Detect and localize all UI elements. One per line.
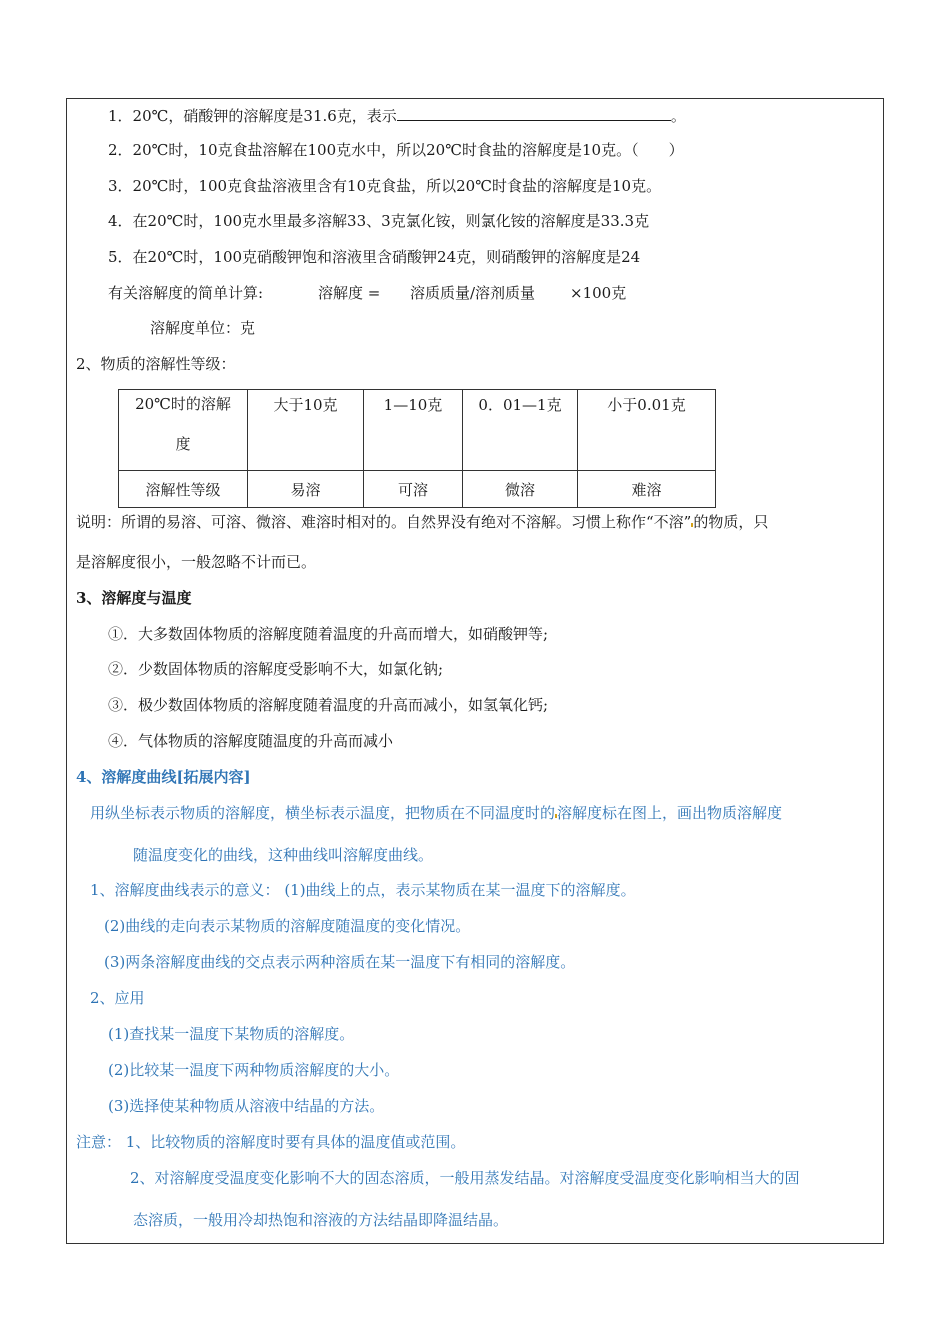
curve-intro-line-2: 随温度变化的曲线，这种曲线叫溶解度曲线。: [133, 846, 434, 864]
meaning-line: 1、溶解度曲线表示的意义： (1)曲线上的点，表示某物质在某一温度下的溶解度。: [90, 881, 636, 899]
temperature-point: ③．极少数固体物质的溶解度随着温度的升高而减小，如氢氧化钙;: [108, 696, 549, 714]
answer-blank: [397, 105, 671, 121]
section-4-title: 4、溶解度曲线[拓展内容]: [76, 768, 251, 786]
intro-text-a: 用纵坐标表示物质的溶解度，横坐标表示温度，把物质在不同温度时的: [90, 804, 556, 822]
calc-label: 有关溶解度的简单计算:: [108, 284, 264, 302]
application-item: (1)查找某一温度下某物质的溶解度。: [108, 1025, 355, 1043]
formula-ratio: 溶质质量/溶剂质量: [410, 284, 536, 302]
question-3: 3．20℃时，100克食盐溶液里含有10克食盐，所以20℃时食盐的溶解度是10克。: [108, 177, 662, 195]
unit-line: 溶解度单位：克: [150, 319, 256, 337]
note-text-b: 的物质，只: [693, 513, 769, 531]
attention-line: 态溶质，一般用冷却热饱和溶液的方法结晶即降温结晶。: [133, 1211, 509, 1229]
range-cell: 1—10克: [364, 390, 463, 471]
question-1: [108, 105, 686, 126]
temperature-point: ④．气体物质的溶解度随温度的升高而减小: [108, 732, 394, 750]
level-cell: 易溶: [248, 471, 364, 508]
solubility-table: [118, 389, 716, 508]
application-item: (3)选择使某种物质从溶液中结晶的方法。: [108, 1097, 385, 1115]
formula-lhs: 溶解度 =: [318, 284, 381, 302]
range-cell: 0．01—1克: [463, 390, 578, 471]
meaning-line: (3)两条溶解度曲线的交点表示两种溶质在某一温度下有相同的溶解度。: [104, 953, 576, 971]
table-row: [119, 471, 716, 508]
level-cell: 难溶: [578, 471, 716, 508]
intro-text-b: 溶解度标在图上，画出物质溶解度: [557, 804, 783, 822]
attention-line: 注意： 1、比较物质的溶解度时要有具体的温度值或范围。: [76, 1133, 466, 1151]
question-2: 2．20℃时，10克食盐溶解在100克水中，所以20℃时食盐的溶解度是10克。（ ）: [108, 141, 684, 159]
meaning-line: (2)曲线的走向表示某物质的溶解度随温度的变化情况。: [104, 917, 471, 935]
application-title: 2、应用: [90, 989, 145, 1007]
temperature-point: ②．少数固体物质的溶解度受影响不大，如氯化钠;: [108, 660, 444, 678]
level-label-cell: 溶解性等级: [119, 471, 248, 508]
range-cell: 小于0.01克: [578, 390, 716, 471]
note-text-a: 说明：所谓的易溶、可溶、微溶、难溶时相对的。自然界没有绝对不溶解。习惯上称作“不溶”: [76, 513, 692, 531]
header-line-1: 20℃时的溶解: [135, 395, 231, 413]
section-3-title: 3、溶解度与温度: [76, 589, 192, 607]
section-2-title: 2、物质的溶解性等级：: [76, 355, 236, 373]
header-line-2: 度: [175, 435, 191, 453]
level-cell: 微溶: [463, 471, 578, 508]
application-item: (2)比较某一温度下两种物质溶解度的大小。: [108, 1061, 400, 1079]
table-row: [119, 390, 716, 471]
range-cell: 大于10克: [248, 390, 364, 471]
note-line-1: [76, 512, 768, 532]
attention-line: 2、对溶解度受温度变化影响不大的固态溶质，一般用蒸发结晶。对溶解度受温度变化影响相当大的固: [130, 1169, 800, 1187]
question-1-text: 1．20℃，硝酸钾的溶解度是31.6克，表示: [108, 107, 397, 125]
question-1-end: 。: [670, 107, 686, 125]
question-5: 5．在20℃时，100克硝酸钾饱和溶液里含硝酸钾24克，则硝酸钾的溶解度是24: [108, 248, 641, 266]
formula-multiplier: ×100克: [570, 284, 627, 302]
header-cell: [119, 390, 248, 471]
curve-intro-line-1: [90, 803, 782, 823]
temperature-point: ①．大多数固体物质的溶解度随着温度的升高而增大，如硝酸钾等;: [108, 625, 549, 643]
note-line-2: 是溶解度很小，一般忽略不计而已。: [76, 553, 317, 571]
question-4: 4．在20℃时，100克水里最多溶解33、3克氯化铵，则氯化铵的溶解度是33.3克: [108, 212, 650, 230]
level-cell: 可溶: [364, 471, 463, 508]
